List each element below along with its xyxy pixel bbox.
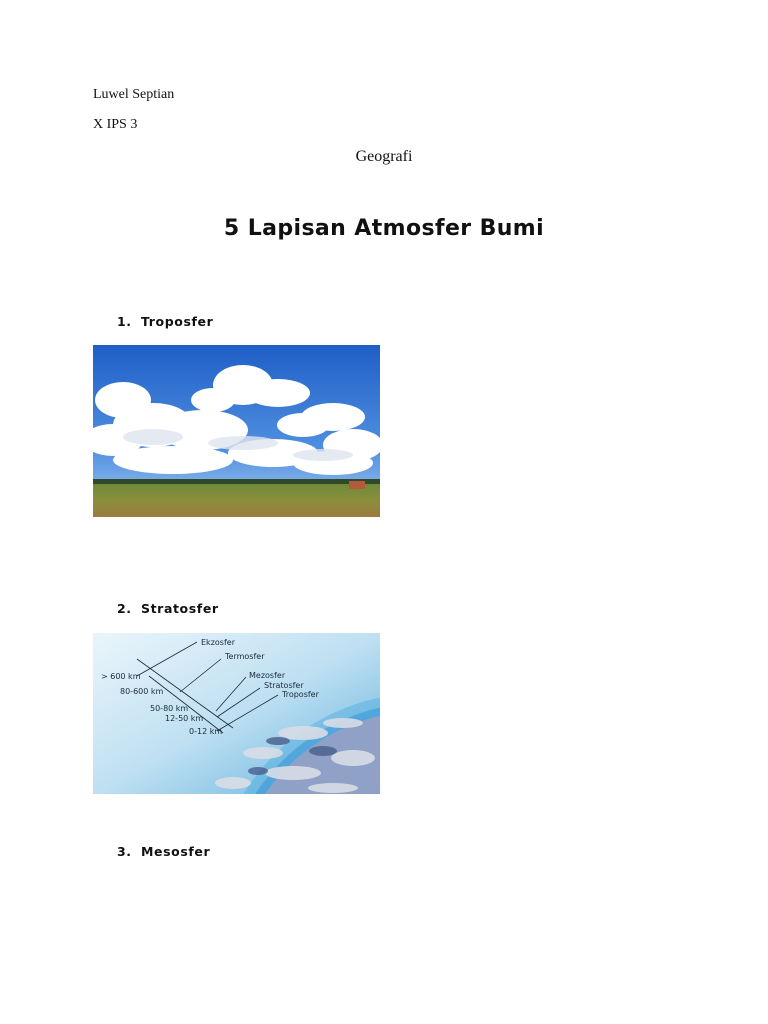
class-label: X IPS 3	[93, 117, 138, 132]
page-title: 5 Lapisan Atmosfer Bumi	[223, 216, 545, 241]
atmosphere-layers-diagram	[93, 633, 380, 794]
layer-label: Troposfer	[282, 690, 319, 699]
section-title: Stratosfer	[141, 601, 219, 616]
layer-label: Ekzosfer	[201, 638, 235, 647]
troposfer-photo	[93, 345, 380, 517]
section-title: Troposfer	[141, 314, 214, 329]
altitude-label: 80-600 km	[120, 687, 164, 696]
subject-label: Geografi	[355, 148, 413, 165]
author-name: Luwel Septian	[93, 87, 175, 102]
section-heading-stratosfer	[117, 601, 219, 616]
altitude-label: 12-50 km	[165, 714, 204, 723]
altitude-label: 0-12 km	[189, 727, 223, 736]
section-heading-mesosfer	[117, 844, 210, 859]
layer-label: Mezosfer	[249, 671, 286, 680]
section-heading-troposfer	[117, 314, 213, 329]
section-title: Mesosfer	[141, 844, 211, 859]
section-number: 3.	[117, 844, 132, 859]
section-number: 2.	[117, 601, 132, 616]
altitude-label: > 600 km	[101, 672, 141, 681]
section-number: 1.	[117, 314, 132, 329]
altitude-label: 50-80 km	[150, 704, 189, 713]
layer-label: Termosfer	[225, 652, 265, 661]
layer-label: Stratosfer	[264, 681, 304, 690]
